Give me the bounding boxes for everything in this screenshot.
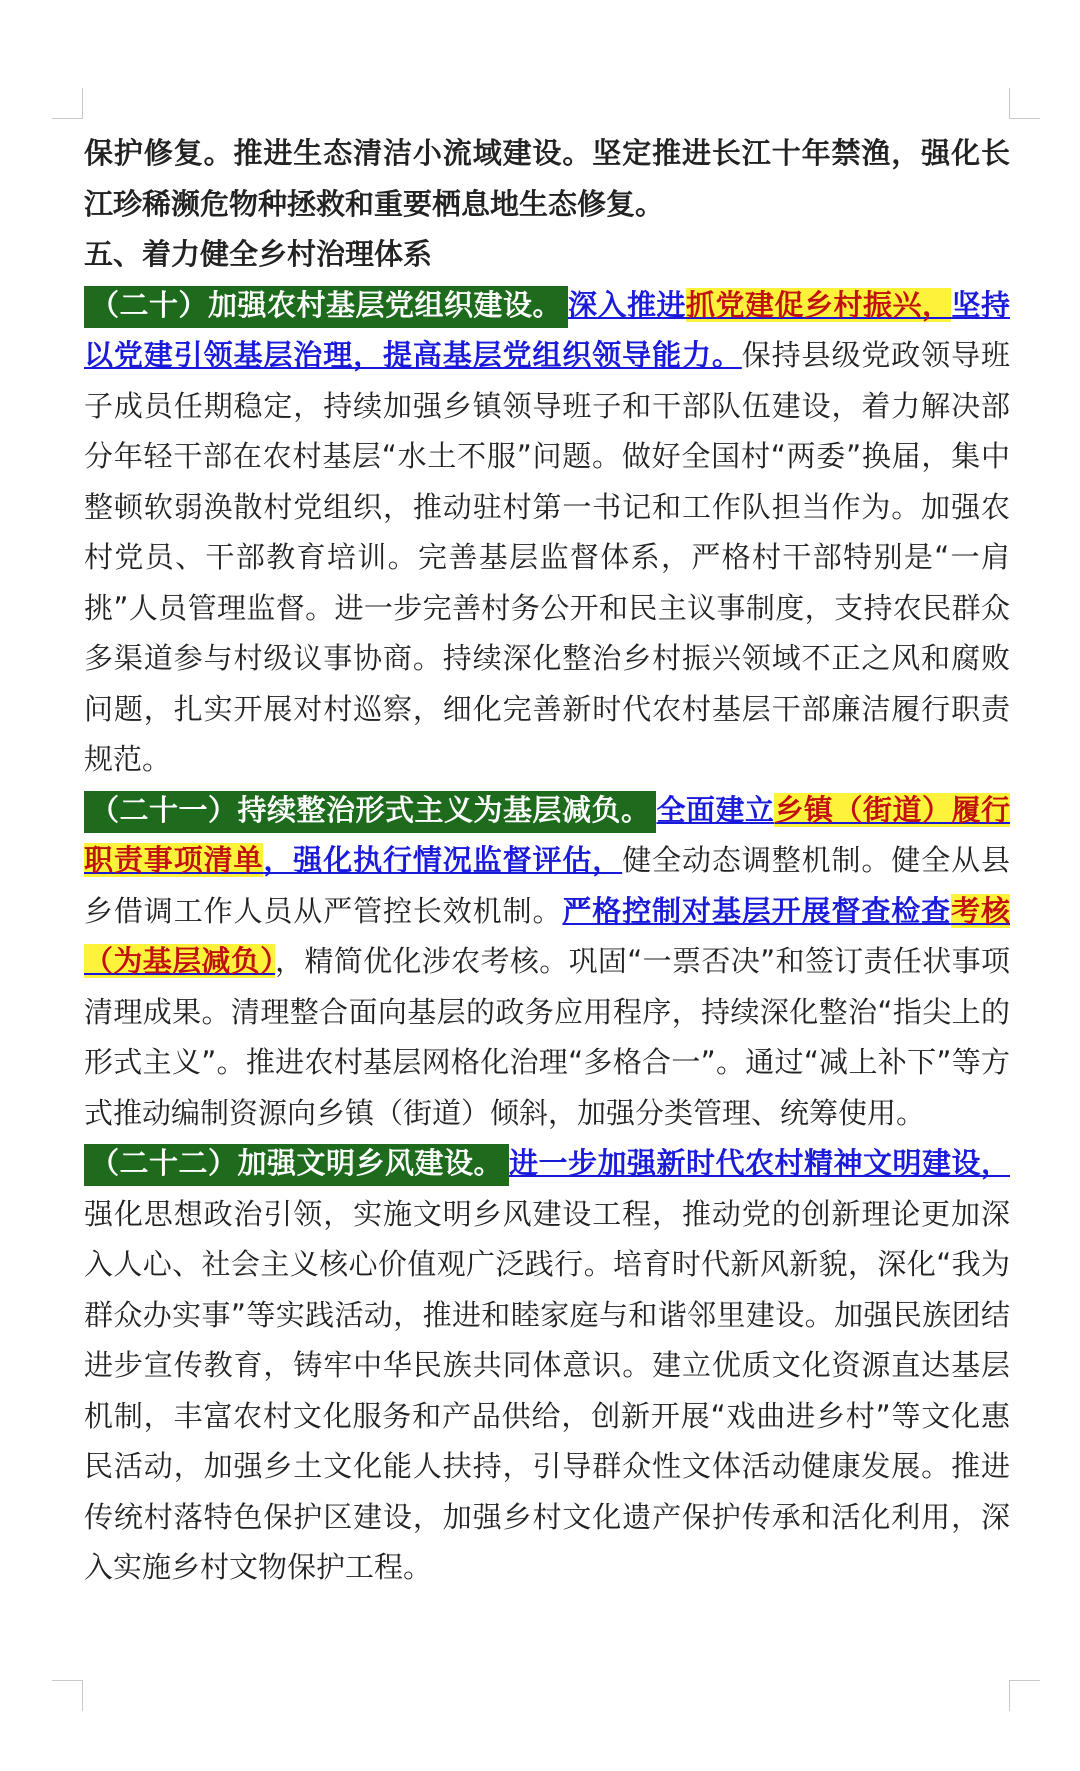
item-21-lead-b: ，强化执行情况监督评估， xyxy=(263,843,623,877)
item-21-body-a: 健全动态调整机制。健全从县乡借调工作人员从严管控长效机制。 xyxy=(84,843,1010,928)
item-21-highlight-2: 考核（为基层减负） xyxy=(84,893,1010,978)
crop-mark-top-right xyxy=(1009,88,1040,119)
item-21-paragraph xyxy=(84,785,1010,1139)
section-title: 五、着力健全乡村治理体系 xyxy=(84,237,433,271)
item-20-heading: （二十）加强农村基层党组织建设。 xyxy=(84,286,568,328)
item-22-paragraph xyxy=(84,1138,1010,1593)
item-22-heading: （二十二）加强文明乡风建设。 xyxy=(84,1144,509,1186)
item-22-lead-a: 进一步加强新时代农村精神文明建设， xyxy=(509,1146,1010,1180)
item-20-highlight: 抓党建促乡村振兴， xyxy=(685,287,952,322)
document-body xyxy=(84,128,1010,1593)
item-20-paragraph xyxy=(84,280,1010,785)
item-21-lead-a: 全面建立 xyxy=(656,792,775,827)
crop-mark-bottom-left xyxy=(52,1680,83,1711)
crop-mark-top-left xyxy=(52,88,83,119)
item-21-lead-c: 严格控制对基层开展督查检查 xyxy=(562,893,952,928)
item-20-lead-b: 坚持以党建引领基层治理，提高基层党组织领导能力。 xyxy=(84,287,1010,372)
intro-paragraph: 保护修复。推进生态清洁小流域建设。坚定推进长江十年禁渔，强化长江珍稀濒危物种拯救和重要栖息地生态修复。 xyxy=(84,136,1010,221)
item-22-body: 强化思想政治引领，实施文明乡风建设工程，推动党的创新理论更加深入人心、社会主义核心价值观广泛践行。培育时代新风新貌，深化“我为群众办实事”等实践活动，推进和睦家庭与和谐邻里建设。加强民族团结进步宣传教育，铸牢中华民族共同体意识。建立优质文化资源直达基层机制，丰富农村文化服务和产品供给，创新开展“戏曲进乡村”等文化惠民活动，加强乡土文化能人扶持，引导群众性文体活动健康发展。推进传统村落特色保护区建设，加强乡村文化遗产保护传承和活化利用，深入实施乡村文物保护工程。 xyxy=(84,1196,1010,1584)
item-21-highlight: 乡镇（街道）履行职责事项清单 xyxy=(84,792,1010,877)
item-20-body: 保持县级党政领导班子成员任期稳定，持续加强乡镇领导班子和干部队伍建设，着力解决部分年轻干部在农村基层“水土不服”问题。做好全国村“两委”换届，集中整顿软弱涣散村党组织，推动驻村第一书记和工作队担当作为。加强农村党员、干部教育培训。完善基层监督体系，严格村干部特别是“一肩挑”人员管理监督。进一步完善村务公开和民主议事制度，支持农民群众多渠道参与村级议事协商。持续深化整治乡村振兴领域不正之风和腐败问题，扎实开展对村巡察，细化完善新时代农村基层干部廉洁履行职责规范。 xyxy=(84,338,1010,776)
item-21-body-b: ，精简优化涉农考核。巩固“一票否决”和签订责任状事项清理成果。清理整合面向基层的政务应用程序，持续深化整治“指尖上的形式主义”。推进农村基层网格化治理“多格合一”。通过“减上补下”等方式推动编制资源向乡镇（街道）倾斜，加强分类管理、统筹使用。 xyxy=(84,944,1010,1130)
crop-mark-bottom-right xyxy=(1009,1680,1040,1711)
item-21-heading: （二十一）持续整治形式主义为基层减负。 xyxy=(84,791,656,833)
item-20-lead-a: 深入推进 xyxy=(567,287,686,322)
